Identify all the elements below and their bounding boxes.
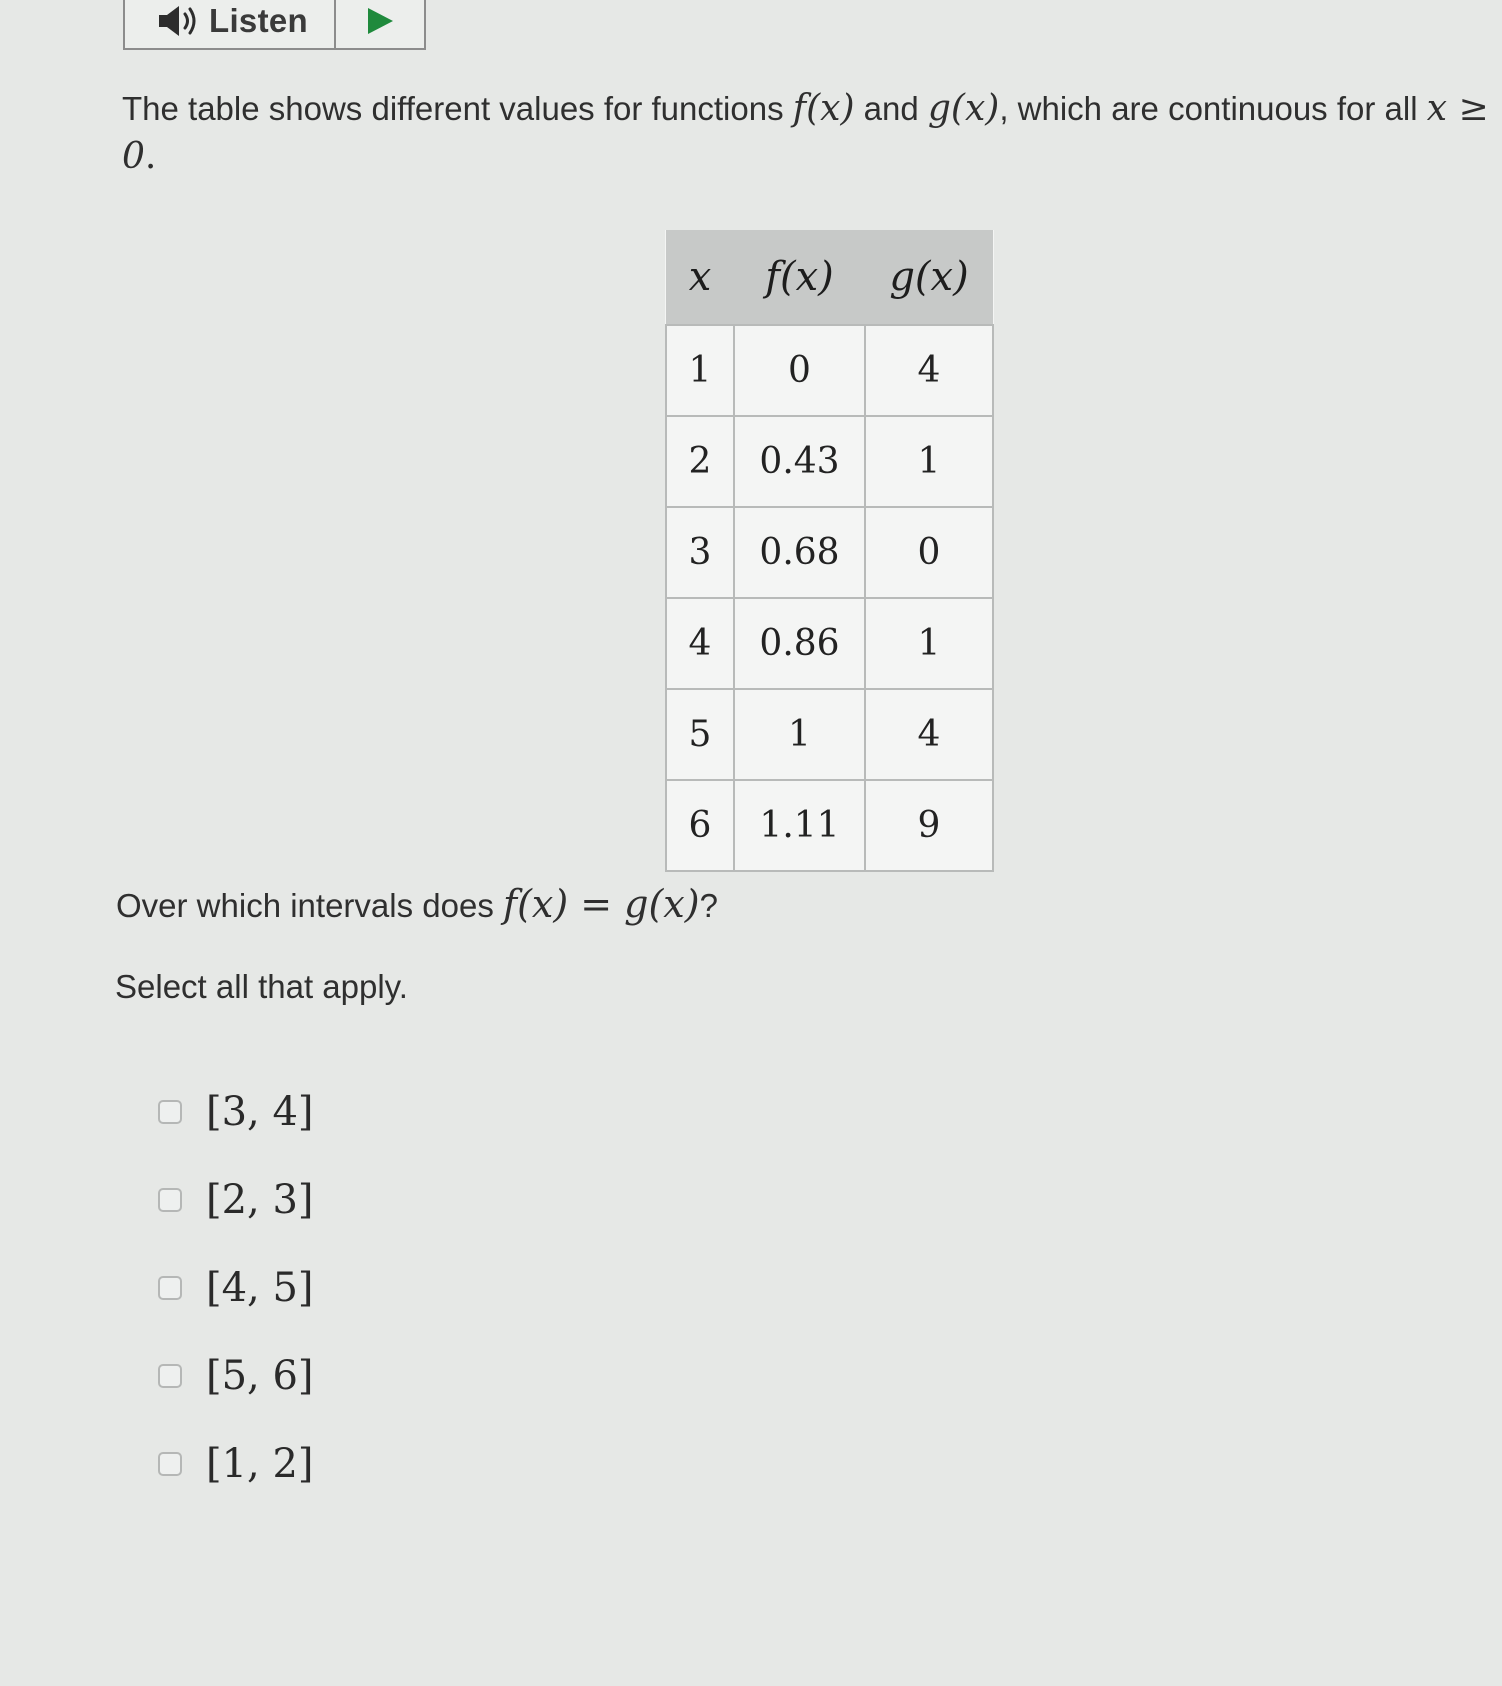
table-header-row <box>666 230 993 325</box>
header-f: f(x) <box>734 230 865 325</box>
table-row <box>666 416 993 507</box>
checkbox[interactable] <box>158 1364 182 1388</box>
listen-label: Listen <box>209 2 308 39</box>
listen-toolbar <box>123 0 426 50</box>
answer-options <box>158 1068 314 1508</box>
f-function-label: f(x) <box>792 88 855 129</box>
option-label: [4, 5] <box>206 1265 314 1311</box>
option-item[interactable] <box>158 1244 314 1332</box>
cell-g: 4 <box>865 325 993 416</box>
cell-x: 5 <box>666 689 734 780</box>
play-button[interactable] <box>336 0 424 48</box>
question-end: . <box>144 136 157 177</box>
speaker-icon <box>157 3 201 39</box>
function-values-table <box>665 230 994 872</box>
checkbox[interactable] <box>158 1100 182 1124</box>
sub-question-suffix: ? <box>699 887 718 924</box>
domain-condition: x ≥ 0 <box>122 88 1489 177</box>
cell-g: 1 <box>865 598 993 689</box>
cell-f: 0.43 <box>734 416 865 507</box>
option-item[interactable] <box>158 1332 314 1420</box>
cell-x: 6 <box>666 780 734 871</box>
cell-x: 3 <box>666 507 734 598</box>
cell-f: 0.68 <box>734 507 865 598</box>
cell-g: 9 <box>865 780 993 871</box>
option-item[interactable] <box>158 1420 314 1508</box>
cell-g: 0 <box>865 507 993 598</box>
play-icon <box>365 6 395 36</box>
listen-button[interactable] <box>125 0 336 48</box>
table-row <box>666 689 993 780</box>
cell-f: 0.86 <box>734 598 865 689</box>
sub-question-prefix: Over which intervals does <box>116 887 503 924</box>
equation: f(x) = g(x) <box>503 882 700 926</box>
cell-x: 2 <box>666 416 734 507</box>
checkbox[interactable] <box>158 1276 182 1300</box>
checkbox[interactable] <box>158 1188 182 1212</box>
cell-f: 1.11 <box>734 780 865 871</box>
table-row <box>666 598 993 689</box>
cell-g: 1 <box>865 416 993 507</box>
g-function-label: g(x) <box>927 88 1000 129</box>
cell-f: 0 <box>734 325 865 416</box>
option-label: [2, 3] <box>206 1177 314 1223</box>
question-and: and <box>854 90 928 127</box>
question-rest: , which are continuous for all <box>999 90 1427 127</box>
table-row <box>666 325 993 416</box>
table-row <box>666 507 993 598</box>
checkbox[interactable] <box>158 1452 182 1476</box>
cell-x: 1 <box>666 325 734 416</box>
cell-x: 4 <box>666 598 734 689</box>
header-x: x <box>666 230 734 325</box>
cell-f: 1 <box>734 689 865 780</box>
table-row <box>666 780 993 871</box>
instruction-text: Select all that apply. <box>115 968 408 1005</box>
sub-question <box>116 882 718 926</box>
question-text <box>122 85 1492 181</box>
question-intro: The table shows different values for functions <box>122 90 793 127</box>
option-label: [1, 2] <box>206 1441 314 1487</box>
cell-g: 4 <box>865 689 993 780</box>
option-label: [5, 6] <box>206 1353 314 1399</box>
header-g: g(x) <box>865 230 993 325</box>
option-label: [3, 4] <box>206 1089 314 1135</box>
option-item[interactable] <box>158 1068 314 1156</box>
option-item[interactable] <box>158 1156 314 1244</box>
